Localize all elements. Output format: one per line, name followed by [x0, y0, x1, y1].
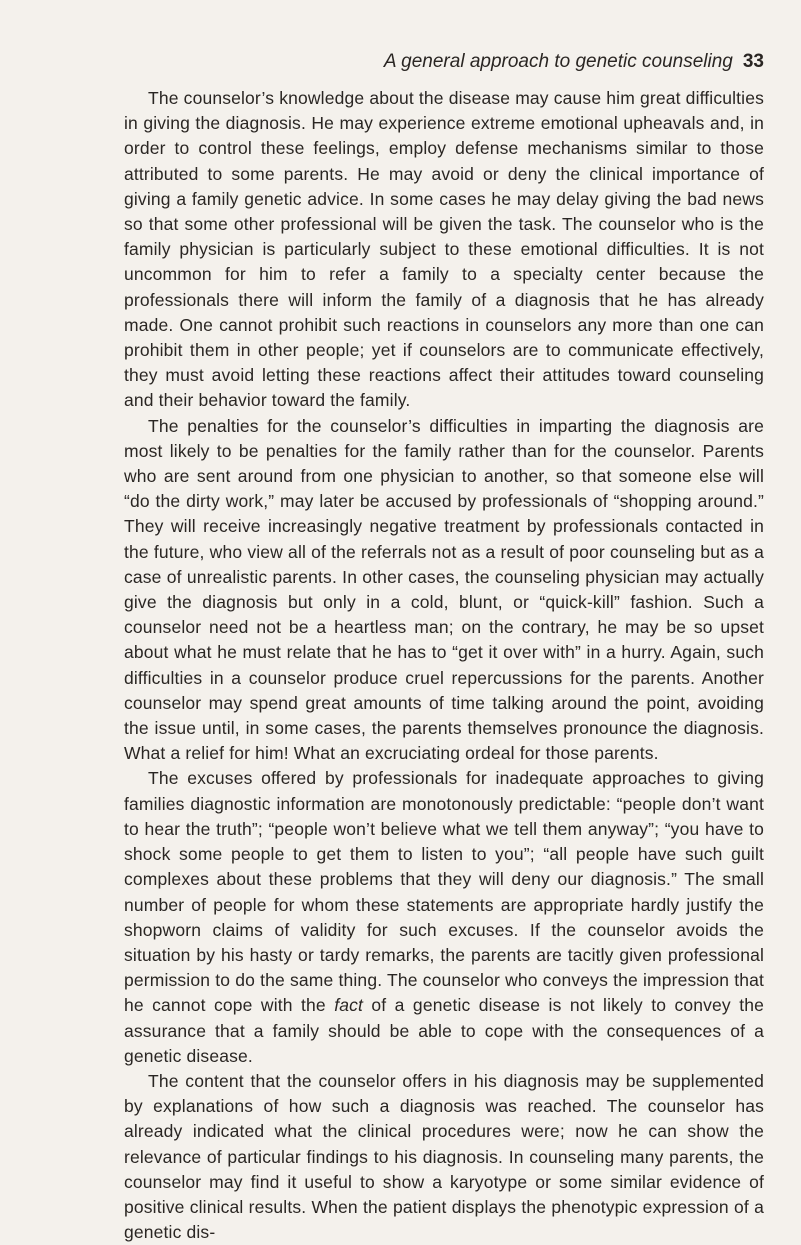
running-head: [124, 50, 764, 74]
page-number: 33: [742, 51, 764, 72]
paragraph: [124, 86, 764, 414]
paragraph: [124, 1069, 764, 1245]
running-title: A general approach to genetic counseling: [383, 51, 733, 72]
paragraph: [124, 414, 764, 767]
paragraph-text: The content that the counselor offers in his diagnosis may be supplemented by explanations of how such a diagnosis was reached. The counselor has already indicated what the clinical procedures were; now he can show the relevance of particular findings to his diagnosis. In counseling many parents, the counselor may find it useful to show a karyotype or some similar evidence of positive clinical results. When the patient displays the phenotypic expression of a genetic dis-: [124, 1070, 764, 1243]
paragraph: [124, 766, 764, 1068]
paragraph-text: The penalties for the counselor’s difficulties in imparting the diagnosis are most likely to be penalties for the family rather than for the counselor. Parents who are sent around from one physician to another, so that someone else will “do the dirty work,” may later be accused by professionals of “shopping around.” They will receive increasingly negative treatment by professionals contacted in the future, who view all of the referrals not as a result of poor counseling but as a case of unrealistic parents. In other cases, the counseling physician may actually give the diagnosis but only in a cold, blunt, or “quick-kill” fashion. Such a counselor need not be a heartless man; on the contrary, he may be so upset about what he must relate that he has to “get it over with” in a hurry. Again, such difficulties in a counselor produce cruel repercussions for the parents. Another counselor may spend great amounts of time talking around the point, avoiding the issue until, in some cases, the parents themselves pronounce the diagnosis. What a relief for him! What an excruciating ordeal for those parents.: [124, 415, 764, 764]
emphasis-word: fact: [334, 995, 363, 1016]
body-text: [124, 86, 764, 1245]
paragraph-text-continued: of a genetic disease is not likely to convey the assurance that a family should be able to cope with the consequences of a genetic disease.: [124, 995, 764, 1066]
paragraph-text: The counselor’s knowledge about the disease may cause him great difficulties in giving the diagnosis. He may experience extreme emotional upheavals and, in order to control these feelings, employ defense mechanisms similar to those attributed to some parents. He may avoid or deny the clinical importance of giving a family genetic advice. In some cases he may delay giving the bad news so that some other professional will be given the task. The counselor who is the family physician is particularly subject to these emotional difficulties. It is not uncommon for him to refer a family to a specialty center because the professionals there will inform the family of a diagnosis that he has already made. One cannot prohibit such reactions in counselors any more than one can prohibit them in other people; yet if counselors are to communicate effectively, they must avoid letting these reactions affect their attitudes toward counseling and their behavior toward the family.: [124, 88, 764, 411]
paragraph-text: The excuses offered by professionals for inadequate approaches to giving families diagnostic information are monotonously predictable: “people don’t want to hear the truth”; “people won’t believe what we tell them anyway”; “you have to shock some people to get them to listen to you”; “all people have such guilt complexes about these problems that they will deny our diagnosis.” The small number of people for whom these statements are appropriate hardly justify the shopworn claims of validity for such excuses. If the counselor avoids the situation by his hasty or tardy remarks, the parents are tacitly given professional permission to do the same thing. The counselor who conveys the impression that he cannot cope with the: [124, 768, 764, 1016]
